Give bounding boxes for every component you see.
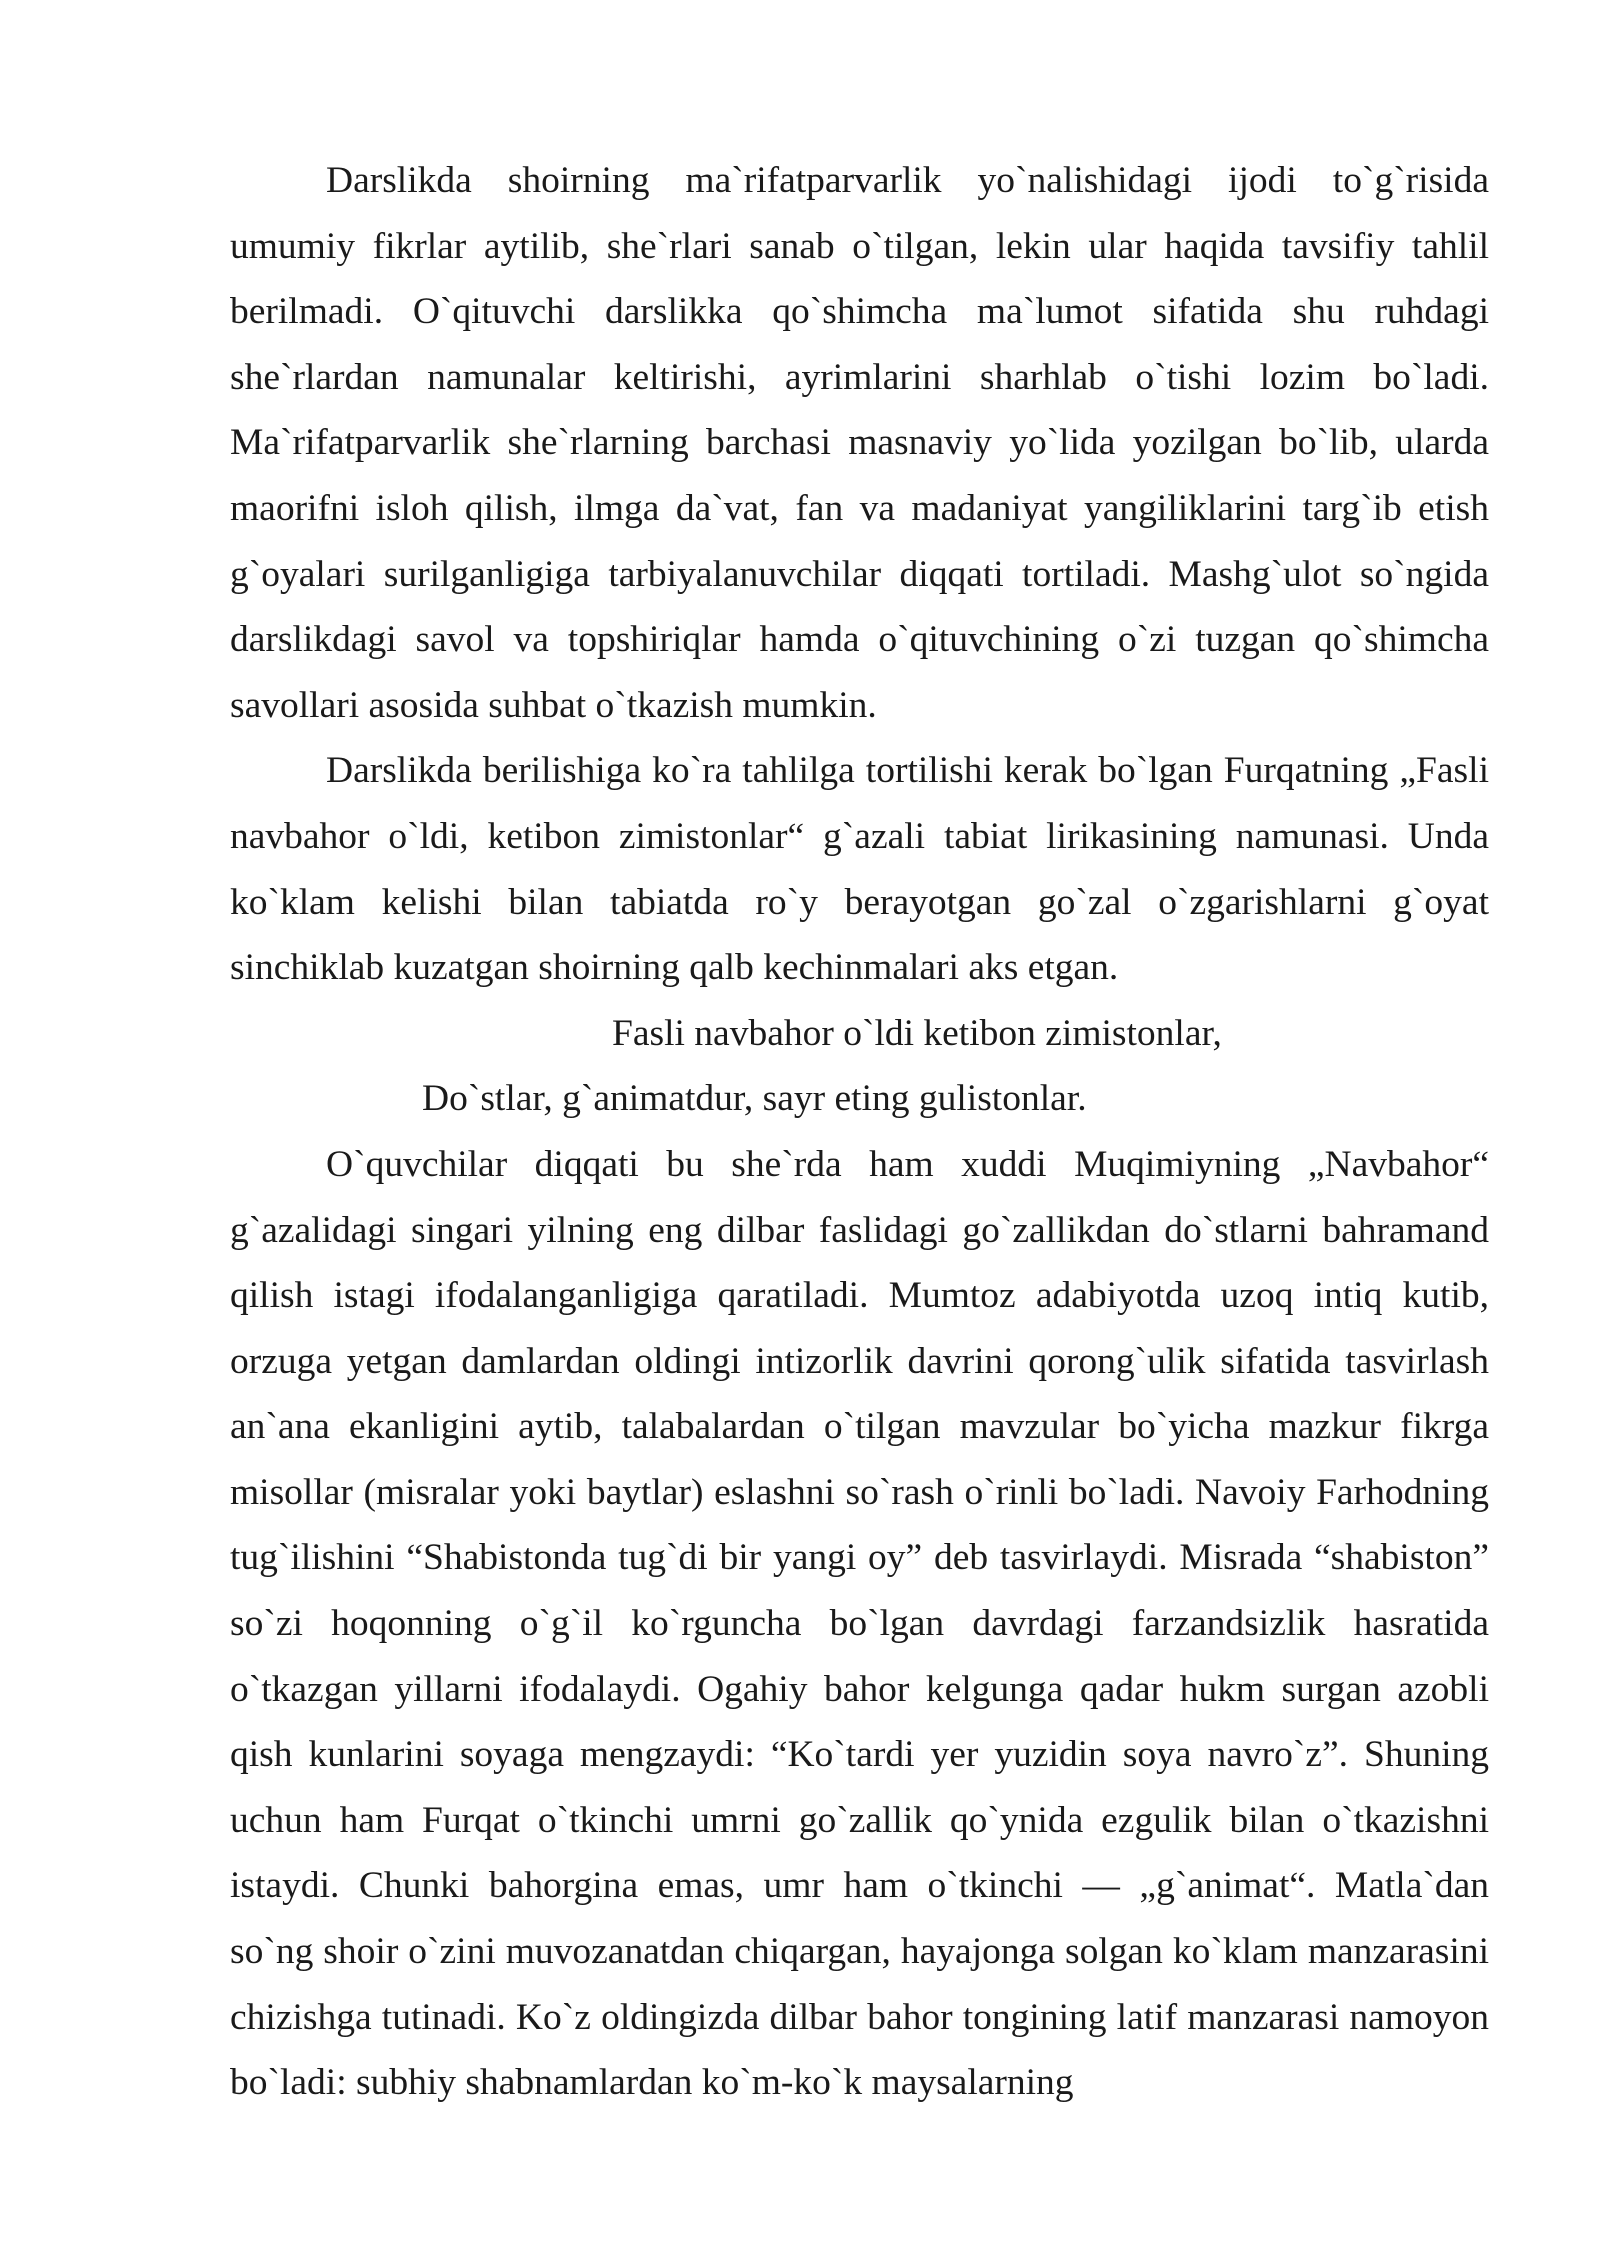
- verse-line-2: Do`stlar, g`animatdur, sayr eting gulistonlar.: [422, 1078, 1087, 1120]
- body-paragraph-2: Darslikda berilishiga ko`ra tahlilga tortilishi kerak bo`lgan Furqatning „Fasli navbahor o`ldi, ketibon zimistonlar“ g`azali tabiat lirikasining namunasi. Unda ko`klam kelishi bilan tabiatda ro`y berayotgan go`zal o`zgarishlarni g`oyat sinchiklab kuzatgan shoirning qalb kechinmalari aks etgan.: [230, 750, 1489, 989]
- poem-verse: [230, 1001, 1489, 1132]
- document-page: [230, 148, 1489, 2116]
- verse-line-1: Fasli navbahor o`ldi ketibon zimistonlar,: [612, 1012, 1222, 1054]
- body-paragraph-3: O`quvchilar diqqati bu she`rda ham xuddi Muqimiyning „Navbahor“ g`azalidagi singari yilning eng dilbar faslidagi go`zallikdan do`stlarni bahramand qilish istagi ifodalanganligiga qaratiladi. Mumtoz adabiyotda uzoq intiq kutib, orzuga yetgan damlardan oldingi intizorlik davrini qorong`ulik sifatida tasvirlash an`ana ekanligini aytib, talabalardan o`tilgan mavzular bo`yicha mazkur fikrga misollar (misralar yoki baytlar) eslashni so`rash o`rinli bo`ladi. Navoiy Farhodning tug`ilishini “Shabistonda tug`di bir yangi oy” deb tasvirlaydi. Misrada “shabiston” so`zi hoqonning o`g`il ko`rguncha bo`lgan davrdagi farzandsizlik hasratida o`tkazgan yillarni ifodalaydi. Ogahiy bahor kelgunga qadar hukm surgan azobli qish kunlarini soyaga mengzaydi: “Ko`tardi yer yuzidin soya navro`z”. Shuning uchun ham Furqat o`tkinchi umrni go`zallik qo`ynida ezgulik bilan o`tkazishni istaydi. Chunki bahorgina emas, umr ham o`tkinchi — „g`animat“. Matla`dan so`ng shoir o`zini muvozanatdan chiqargan, hayajonga solgan ko`klam manzarasini chizishga tutinadi. Ko`z oldingizda dilbar bahor tongining latif manzarasi namoyon bo`ladi: subhiy shabnamlardan ko`m-ko`k maysalarning: [230, 1143, 1489, 2104]
- body-paragraph-1: Darslikda shoirning ma`rifatparvarlik yo`nalishidagi ijodi to`g`risida umumiy fikrlar aytilib, she`rlari sanab o`tilgan, lekin ular haqida tavsifiy tahlil berilmadi. O`qituvchi darslikka qo`shimcha ma`lumot sifatida shu ruhdagi she`rlardan namunalar keltirishi, ayrimlarini sharhlab o`tishi lozim bo`ladi. Ma`rifatparvarlik she`rlarning barchasi masnaviy yo`lida yozilgan bo`lib, ularda maorifni isloh qilish, ilmga da`vat, fan va madaniyat yangiliklarini targ`ib etish g`oyalari surilganligiga tarbiyalanuvchilar diqqati tortiladi. Mashg`ulot so`ngida darslikdagi savol va topshiriqlar hamda o`qituvchining o`zi tuzgan qo`shimcha savollari asosida suhbat o`tkazish mumkin.: [230, 160, 1489, 726]
